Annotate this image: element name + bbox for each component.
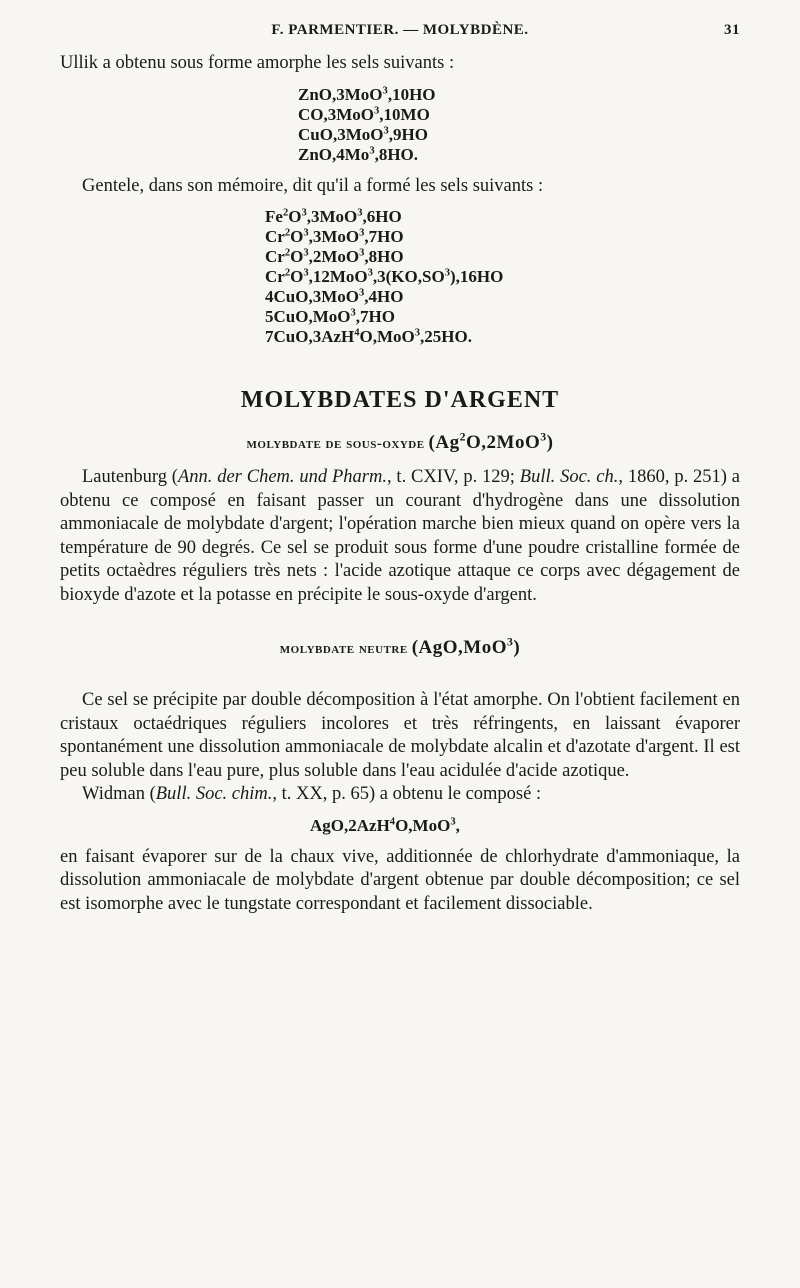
subheading-formula: (AgO,MoO$^3$) [411, 635, 521, 658]
formula-widman [60, 816, 740, 836]
paragraph-precipite: Ce sel se précipite par double décomposition à l'état amorphe. On l'obtient facilement en cristaux octaédriques réguliers incolores et très réfringents, en laissant évaporer spontanément une dissolution ammoniacale de molybdate alcalin et d'azotate d'argent. Il est peu soluble dans l'eau pure, plus soluble dans l'eau acidulée d'acide azotique. [60, 690, 740, 781]
formula-line: 4CuO,3MoO$^3$,4HO [265, 287, 404, 306]
subheading-label: molybdate neutre [279, 641, 408, 657]
subheading-sous-oxyde [60, 432, 740, 454]
formula-line: $Fe^2O^3,3MoO^3,6HO$ [265, 207, 402, 226]
reference-detail: , t. CXIV, p. 129; [386, 467, 520, 487]
superscript: 3 [303, 267, 309, 279]
author-name: Lautenburg ( [82, 467, 178, 487]
superscript: 2 [282, 207, 289, 219]
formula-line: CO,3MoO$^3$,10MO [298, 104, 430, 124]
formula-list-ullik [60, 85, 740, 165]
section-title: MOLYBDATES D'ARGENT [240, 387, 560, 413]
formula-line: $Cr^2O^3,12MoO^3,3(KO,SO^3),16HO$ [265, 267, 504, 286]
subheading-neutre [60, 637, 740, 659]
paragraph-lautenburg [60, 466, 740, 607]
superscript: 3 [506, 635, 514, 649]
superscript: 3 [444, 267, 450, 279]
formula-line: AgO,2AzH$^4$O,MoO$^3$, [310, 815, 460, 835]
reference-title: Ann. der Chem. und Pharm. [177, 467, 387, 487]
superscript: 2 [284, 247, 291, 259]
paragraph-widman [60, 783, 740, 807]
formula-list-gentele [60, 207, 740, 347]
paragraph-ullik: Ullik a obtenu sous forme amorphe les sels suivants : [60, 53, 455, 73]
superscript: 3 [540, 430, 547, 444]
superscript: 3 [303, 227, 309, 239]
formula-line: ZnO,3MoO$^3$,10HO [298, 84, 436, 104]
page-header [60, 22, 740, 48]
superscript: 3 [367, 267, 373, 279]
page-body [60, 52, 740, 916]
formula-line: CuO,3MoO$^3$,9HO [298, 124, 428, 144]
superscript: 3 [301, 207, 307, 219]
superscript: 3 [450, 815, 456, 827]
formula-line: 7CuO,3AzH$^4$O,MoO$^3$,25HO. [265, 327, 472, 346]
formula-line: $Cr^2O^3,3MoO^3,7HO$ [265, 227, 404, 246]
superscript: 3 [382, 84, 388, 96]
superscript: 3 [383, 124, 389, 136]
subheading-label: molybdate de sous-oxyde [246, 436, 425, 452]
superscript: 2 [459, 430, 466, 444]
reference-title: Bull. Soc. chim. [155, 784, 273, 804]
superscript: 3 [350, 307, 356, 319]
formula-line: 5CuO,MoO$^3$,7HO [265, 307, 395, 326]
paragraph-evaporer: en faisant évaporer sur de la chaux vive, additionnée de chlorhydrate d'ammoniaque, la dissolution ammoniacale de molybdate d'argent obtenue par double décomposition; ce sel est isomorphe avec le tungstate correspondant et facilement dissociable. [60, 846, 740, 914]
subheading-formula: (Ag$^2$O,2MoO$^3$) [428, 430, 554, 453]
superscript: 3 [414, 327, 421, 339]
superscript: 2 [284, 227, 291, 239]
reference-title: Bull. Soc. ch. [519, 467, 619, 487]
superscript: 2 [284, 267, 291, 279]
superscript: 3 [358, 287, 365, 299]
formula-line: $Cr^2O^3,2MoO^3,8HO$ [265, 247, 404, 266]
superscript: 3 [359, 247, 365, 259]
formula-line: ZnO,4Mo$^3$,8HO. [298, 144, 419, 164]
superscript: 4 [389, 815, 396, 827]
spacer [60, 671, 740, 689]
spacer [60, 607, 740, 629]
superscript: 4 [354, 327, 360, 339]
superscript: 3 [359, 227, 365, 239]
running-title: F. PARMENTIER. — MOLYBDÈNE. [271, 22, 529, 38]
superscript: 3 [357, 207, 363, 219]
superscript: 3 [374, 104, 380, 116]
paragraph-text: , t. XX, p. 65) a obtenu le composé : [272, 784, 542, 804]
paragraph-text: , 1860, p. 251) a obtenu ce composé en faisant passer un courant d'hydrogène dans une dissolution ammoniacale de molybdate d'argent; l'opération marche bien mieux quand on opère vers la température de 90 degrés. Ce sel se produit sous forme d'une poudre cristalline formée de petits octaèdres réguliers très nets : l'acide azotique attaque ce corps avec dégagement de bioxyde d'azote et la potasse en précipite le sous-oxyde d'argent. [60, 467, 741, 605]
superscript: 3 [303, 247, 309, 259]
author-name: Widman ( [82, 784, 156, 804]
superscript: 3 [369, 144, 375, 156]
page-number: 31 [724, 22, 740, 38]
paragraph-gentele: Gentele, dans son mémoire, dit qu'il a formé les sels suivants : [82, 175, 544, 196]
